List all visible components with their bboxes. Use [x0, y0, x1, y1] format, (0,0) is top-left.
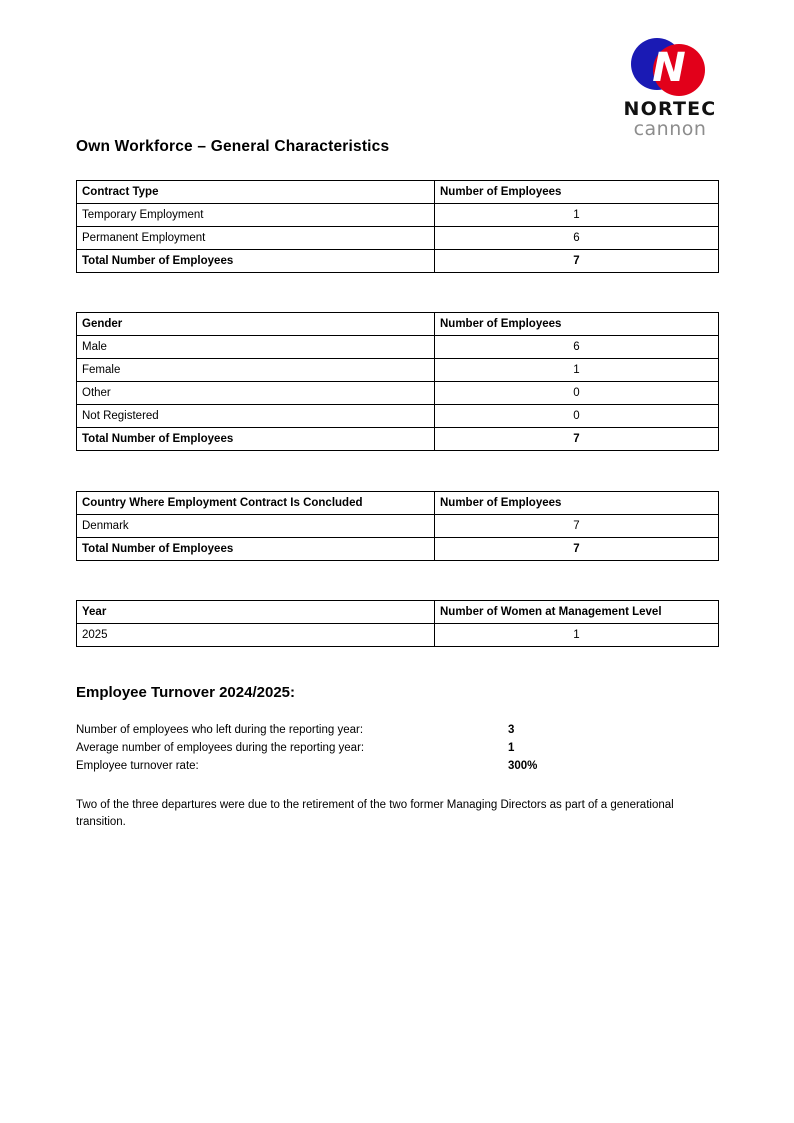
row-label: Male	[77, 336, 435, 359]
turnover-row	[76, 757, 718, 775]
row-value: 1	[435, 624, 719, 647]
turnover-label: Number of employees who left during the reporting year:	[76, 724, 364, 736]
country-table	[76, 491, 719, 561]
row-label: Permanent Employment	[77, 227, 435, 250]
row-value: 1	[435, 359, 719, 382]
row-label: Total Number of Employees	[77, 428, 435, 451]
table-header-row	[77, 181, 719, 204]
turnover-row	[76, 739, 718, 757]
row-value: 0	[435, 382, 719, 405]
row-label: Temporary Employment	[77, 204, 435, 227]
table-total-row	[77, 538, 719, 561]
row-value: 7	[435, 428, 719, 451]
table-row	[77, 624, 719, 647]
row-value: 6	[435, 227, 719, 250]
row-value: 1	[435, 204, 719, 227]
turnover-note: Two of the three departures were due to the retirement of the two former Managing Directors as part of a generational transition.	[76, 799, 674, 828]
row-value: 7	[435, 250, 719, 273]
table-row	[77, 382, 719, 405]
table-total-row	[77, 250, 719, 273]
column-header: Year	[77, 601, 435, 624]
row-label: Denmark	[77, 515, 435, 538]
row-value: 0	[435, 405, 719, 428]
turnover-value: 3	[508, 724, 515, 736]
employee-turnover-section	[76, 684, 718, 843]
table-header-row	[77, 492, 719, 515]
turnover-row	[76, 721, 718, 739]
column-header: Number of Employees	[435, 492, 719, 515]
company-logo	[622, 38, 718, 138]
table-row	[77, 515, 719, 538]
turnover-value: 1	[508, 742, 515, 754]
women-management-table	[76, 600, 719, 647]
table-row	[77, 359, 719, 382]
table-total-row	[77, 428, 719, 451]
gender-table	[76, 312, 719, 451]
table-row	[77, 405, 719, 428]
row-label: Total Number of Employees	[77, 250, 435, 273]
page-title: Own Workforce – General Characteristics	[76, 138, 390, 155]
row-value: 7	[435, 538, 719, 561]
column-header: Gender	[77, 313, 435, 336]
turnover-label: Average number of employees during the reporting year:	[76, 742, 365, 754]
row-label: Total Number of Employees	[77, 538, 435, 561]
row-label: Female	[77, 359, 435, 382]
table-row	[77, 336, 719, 359]
column-header: Number of Employees	[435, 313, 719, 336]
column-header: Contract Type	[77, 181, 435, 204]
logo-subtext: cannon	[633, 118, 707, 140]
table-header-row	[77, 313, 719, 336]
column-header: Number of Women at Management Level	[435, 601, 719, 624]
row-value: 7	[435, 515, 719, 538]
contract-type-table	[76, 180, 719, 273]
row-value: 6	[435, 336, 719, 359]
table-header-row	[77, 601, 719, 624]
logo-letter: N	[652, 45, 686, 91]
logo-wordmark: NORTEC	[623, 98, 717, 120]
logo-mark-icon	[631, 38, 709, 96]
turnover-value: 300%	[508, 760, 538, 772]
table-row	[77, 227, 719, 250]
column-header: Country Where Employment Contract Is Concluded	[77, 492, 435, 515]
table-row	[77, 204, 719, 227]
column-header: Number of Employees	[435, 181, 719, 204]
section-title: Employee Turnover 2024/2025:	[76, 684, 295, 701]
row-label: 2025	[77, 624, 435, 647]
row-label: Other	[77, 382, 435, 405]
row-label: Not Registered	[77, 405, 435, 428]
turnover-label: Employee turnover rate:	[76, 760, 199, 772]
